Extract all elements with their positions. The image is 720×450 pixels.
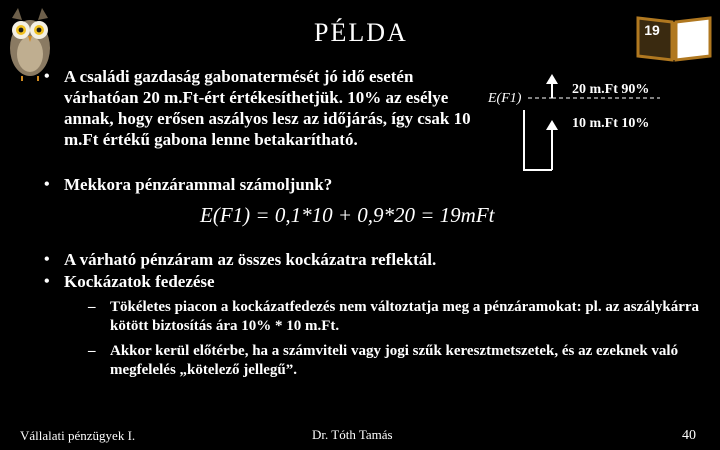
- page-badge: 19: [644, 22, 660, 38]
- sub-bullet-dash: –: [88, 299, 96, 315]
- sub-bullet-text: Tökéletes piacon a kockázatfedezés nem változtatja meg a pénzáramokat: pl. az aszálykárra kötött biztosítás ára 10% * 10 m.Ft.: [110, 299, 700, 334]
- cashflow-tree-diagram: [480, 70, 720, 210]
- bullet-question: [44, 174, 484, 195]
- diagram-node-label: E(F1): [488, 91, 522, 106]
- footer-page-number: 40: [682, 428, 696, 443]
- slide-title: PÉLDA: [314, 18, 408, 47]
- bullet-dot: •: [44, 251, 50, 268]
- sub-bullet-perfect-market: [88, 298, 710, 336]
- bullet-expected-cashflow: [44, 249, 664, 270]
- branch-top-label: 20 m.Ft 90%: [572, 82, 650, 97]
- sub-bullet-dash: –: [88, 343, 96, 359]
- expected-value-formula: E(F1) = 0,1*10 + 0,9*20 = 19mFt: [200, 203, 495, 227]
- bullet-text: A várható pénzáram az összes kockázatra reflektál.: [64, 250, 437, 269]
- footer-course-title: Vállalati pénzügyek I.: [20, 428, 136, 443]
- footer-author: Dr. Tóth Tamás: [312, 427, 393, 442]
- bullet-risk-hedging: [44, 271, 664, 292]
- sub-bullet-constraints: [88, 342, 710, 380]
- sub-bullet-text: Akkor kerül előtérbe, ha a számviteli vagy jogi szűk keresztmetszetek, és az ezeknek való megfelelés „kötelező jellegű”.: [110, 343, 679, 378]
- bullet-dot: •: [44, 273, 50, 290]
- tree-trunk-line: [524, 110, 552, 170]
- branch-bottom-label: 10 m.Ft 10%: [572, 116, 650, 131]
- bullet-text: Mekkora pénzárammal számoljunk?: [64, 175, 333, 194]
- up-arrow-icon: [546, 120, 558, 130]
- bullet-text: A családi gazdaság gabonatermését jó idő esetén várhatóan 20 m.Ft-ért értékesíthetjük. 10% az esélye annak, hogy erősen aszályos lesz az időjárás, így csak 10 m.Ft értékű gabona lenne betakarítható.: [64, 67, 471, 149]
- open-book-icon: [634, 12, 714, 64]
- bullet-scenario: [44, 66, 484, 150]
- bullet-dot: •: [44, 176, 50, 193]
- up-arrow-icon: [546, 74, 558, 84]
- bullet-text: Kockázatok fedezése: [64, 272, 215, 291]
- bullet-dot: •: [44, 68, 50, 85]
